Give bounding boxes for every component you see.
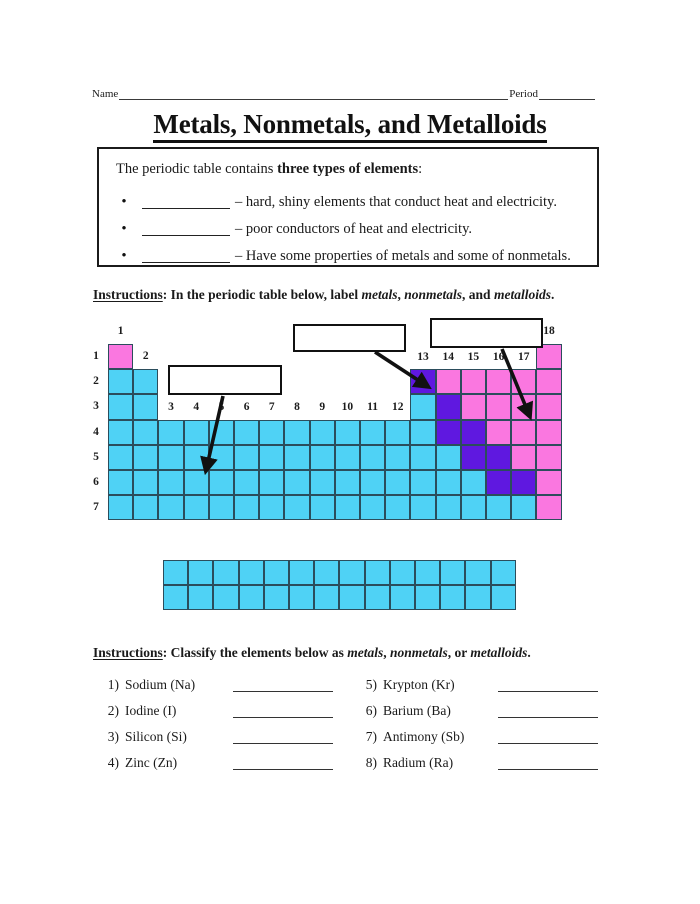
fblock-cell-r1c11[interactable] (415, 560, 440, 585)
list-item (355, 698, 610, 724)
instructions-table-term1: metals (361, 287, 398, 302)
element-cell-nonmetal-p4g16[interactable] (486, 420, 511, 445)
item-number: 8) (365, 755, 377, 770)
name-period-row (92, 84, 596, 100)
element-cell-metal-p5g6[interactable] (234, 445, 259, 470)
element-cell-metal-p7g7[interactable] (259, 495, 284, 520)
period-number-3: 3 (93, 400, 99, 413)
element-cell-metalloid-p4g14[interactable] (436, 420, 461, 445)
element-cell-metalloid-p6g16[interactable] (486, 470, 511, 495)
element-cell-metal-p4g11[interactable] (360, 420, 385, 445)
instructions-table-end: . (550, 287, 555, 302)
element-cell-metalloid-p3g14[interactable] (436, 394, 461, 419)
fblock-cell-r2c14[interactable] (491, 585, 516, 610)
fblock-cell-r1c6[interactable] (289, 560, 314, 585)
item-number: 2) (107, 703, 119, 718)
element-cell-metal-p7g12[interactable] (385, 495, 410, 520)
element-cell-metal-p7g4[interactable] (184, 495, 209, 520)
element-cell-nonmetal-p4g18[interactable] (536, 420, 561, 445)
answer-blank[interactable] (498, 705, 598, 718)
instructions-table-colon: : (162, 287, 171, 302)
fblock-cell-r1c7[interactable] (314, 560, 339, 585)
bullet-dot-icon: • (121, 221, 127, 237)
fblock-cell-r2c4[interactable] (239, 585, 264, 610)
instructions-classify (93, 645, 531, 661)
element-cell-metal-p4g9[interactable] (310, 420, 335, 445)
fblock-cell-r2c8[interactable] (339, 585, 364, 610)
fblock-cell-r2c10[interactable] (390, 585, 415, 610)
instructions-classify-colon: : (162, 645, 171, 660)
fblock-cell-r1c9[interactable] (365, 560, 390, 585)
group-number-12: 12 (392, 401, 404, 414)
fblock-cell-r2c7[interactable] (314, 585, 339, 610)
definition-box (97, 147, 599, 267)
element-cell-metal-p4g6[interactable] (234, 420, 259, 445)
group-number-11: 11 (367, 401, 379, 414)
element-cell-metal-p4g10[interactable] (335, 420, 360, 445)
item-number: 6) (365, 703, 377, 718)
name-blank-line[interactable] (119, 88, 508, 100)
element-cell-metal-p7g10[interactable] (335, 495, 360, 520)
group-number-3: 3 (168, 401, 174, 414)
group-number-4: 4 (193, 401, 200, 414)
element-cell-metal-p5g11[interactable] (360, 445, 385, 470)
metalloids-label-box[interactable] (293, 324, 406, 352)
fblock-cell-r1c8[interactable] (339, 560, 364, 585)
fblock-cell-r1c10[interactable] (390, 560, 415, 585)
fblock-cell-r1c1[interactable] (163, 560, 188, 585)
fblock-cell-r1c13[interactable] (465, 560, 490, 585)
element-cell-metal-p6g6[interactable] (234, 470, 259, 495)
group-number-6: 6 (243, 401, 250, 414)
element-cell-metal-p4g2[interactable] (133, 420, 158, 445)
answer-blank[interactable] (498, 731, 598, 744)
fblock-cell-r1c4[interactable] (239, 560, 264, 585)
element-cell-metal-p4g5[interactable] (209, 420, 234, 445)
list-item (97, 672, 352, 698)
nonmetals-label-box[interactable] (430, 318, 543, 348)
group-number-14: 14 (442, 351, 454, 363)
list-item (355, 750, 610, 776)
element-cell-metal-p6g10[interactable] (335, 470, 360, 495)
item-number: 1) (107, 677, 119, 692)
list-item (97, 750, 352, 776)
element-cell-nonmetal-p2g16[interactable] (486, 369, 511, 394)
metals-answer-blank[interactable] (142, 196, 230, 209)
element-cell-metal-p6g1[interactable] (108, 470, 133, 495)
list-item-label: – Have some properties of metals and some of nonmetals. (235, 248, 571, 264)
element-name: Sodium (Na) (125, 677, 196, 692)
group-number-8: 8 (294, 401, 300, 414)
list-item (355, 724, 610, 750)
fblock-cell-r2c13[interactable] (465, 585, 490, 610)
element-cell-metal-p6g8[interactable] (284, 470, 309, 495)
element-cell-nonmetal-p3g16[interactable] (486, 394, 511, 419)
element-cell-nonmetal-p1g1[interactable] (108, 344, 133, 369)
element-cell-metal-p6g14[interactable] (436, 470, 461, 495)
instructions-classify-term1: metals (347, 645, 384, 660)
instructions-table-label: Instructions (93, 287, 163, 302)
element-cell-metal-p7g5[interactable] (209, 495, 234, 520)
element-cell-metal-p3g1[interactable] (108, 394, 133, 419)
element-name: Iodine (I) (125, 703, 177, 718)
period-number-7: 7 (93, 501, 99, 514)
group-number-5: 5 (218, 401, 225, 414)
item-number: 4) (107, 755, 119, 770)
answer-blank[interactable] (498, 757, 598, 770)
group-number-1: 1 (117, 325, 124, 337)
period-number-4: 4 (93, 425, 99, 438)
element-cell-metal-p6g12[interactable] (385, 470, 410, 495)
element-cell-nonmetal-p5g18[interactable] (536, 445, 561, 470)
element-cell-metal-p4g7[interactable] (259, 420, 284, 445)
element-cell-metal-p5g12[interactable] (385, 445, 410, 470)
period-number-1: 1 (93, 350, 99, 362)
item-number: 3) (107, 729, 119, 744)
bullet-dot-icon: • (121, 194, 127, 210)
list-item (116, 189, 586, 216)
element-cell-metal-p4g3[interactable] (158, 420, 183, 445)
fblock-cell-r2c5[interactable] (264, 585, 289, 610)
instructions-classify-term3: metalloids (470, 645, 528, 660)
element-cell-metal-p6g13[interactable] (410, 470, 435, 495)
element-cell-metal-p7g8[interactable] (284, 495, 309, 520)
element-cell-metal-p5g10[interactable] (335, 445, 360, 470)
definition-bullet-list (116, 189, 586, 270)
element-cell-metal-p6g4[interactable] (184, 470, 209, 495)
element-cell-metal-p5g3[interactable] (158, 445, 183, 470)
instructions-classify-sep1: , (383, 645, 390, 660)
group-number-10: 10 (341, 401, 354, 414)
element-cell-metal-p6g11[interactable] (360, 470, 385, 495)
element-cell-metal-p6g5[interactable] (209, 470, 234, 495)
period-blank-line[interactable] (539, 88, 595, 100)
instructions-classify-end: . (527, 645, 531, 660)
definition-lead-bold: three types of elements (277, 161, 419, 177)
page-title-text: Metals, Nonmetals, and Metalloids (153, 109, 546, 143)
classify-column-left (97, 672, 352, 776)
element-cell-metal-p5g13[interactable] (410, 445, 435, 470)
element-cell-nonmetal-p2g14[interactable] (436, 369, 461, 394)
element-cell-metal-p5g5[interactable] (209, 445, 234, 470)
instructions-table-term3: metalloids (493, 287, 551, 302)
group-number-17: 17 (518, 351, 530, 363)
metals-label-box[interactable] (168, 365, 282, 395)
element-cell-metal-p7g13[interactable] (410, 495, 435, 520)
item-number: 5) (365, 677, 377, 692)
fblock-cell-r2c3[interactable] (213, 585, 238, 610)
element-name: Barium (Ba) (383, 703, 451, 718)
element-cell-metal-p7g15[interactable] (461, 495, 486, 520)
instructions-table (93, 287, 554, 303)
list-item-label: – hard, shiny elements that conduct heat and electricity. (235, 194, 557, 210)
element-cell-metal-p6g15[interactable] (461, 470, 486, 495)
element-cell-metal-p2g1[interactable] (108, 369, 133, 394)
fblock-cell-r1c3[interactable] (213, 560, 238, 585)
element-cell-metal-p5g9[interactable] (310, 445, 335, 470)
instructions-table-sep2: , and (462, 287, 494, 302)
nonmetals-answer-blank[interactable] (142, 223, 230, 236)
element-cell-metalloid-p4g15[interactable] (461, 420, 486, 445)
element-cell-nonmetal-p6g18[interactable] (536, 470, 561, 495)
list-item-label: – poor conductors of heat and electricity. (235, 221, 473, 237)
element-cell-metal-p7g6[interactable] (234, 495, 259, 520)
definition-lead-colon: : (418, 161, 423, 177)
classify-list (97, 672, 607, 782)
fblock-cell-r2c12[interactable] (440, 585, 465, 610)
element-cell-metalloid-p5g16[interactable] (486, 445, 511, 470)
element-cell-metalloid-p5g15[interactable] (461, 445, 486, 470)
answer-blank[interactable] (233, 705, 333, 718)
element-cell-metalloid-p6g17[interactable] (511, 470, 536, 495)
period-number-5: 5 (93, 450, 99, 463)
element-name: Silicon (Si) (125, 729, 187, 744)
fblock-cell-r2c1[interactable] (163, 585, 188, 610)
fblock-cell-r1c14[interactable] (491, 560, 516, 585)
element-cell-metal-p7g14[interactable] (436, 495, 461, 520)
element-cell-metal-p7g11[interactable] (360, 495, 385, 520)
element-cell-metal-p6g7[interactable] (259, 470, 284, 495)
list-item (97, 698, 352, 724)
element-cell-metal-p5g2[interactable] (133, 445, 158, 470)
answer-blank[interactable] (498, 679, 598, 692)
answer-blank[interactable] (233, 731, 333, 744)
element-cell-metal-p2g2[interactable] (133, 369, 158, 394)
answer-blank[interactable] (233, 679, 333, 692)
group-number-7: 7 (268, 401, 275, 414)
element-cell-metal-p7g2[interactable] (133, 495, 158, 520)
element-cell-metal-p5g1[interactable] (108, 445, 133, 470)
fblock-cell-r2c11[interactable] (415, 585, 440, 610)
element-cell-nonmetal-p7g18[interactable] (536, 495, 561, 520)
period-number-6: 6 (93, 476, 99, 488)
metalloids-answer-blank[interactable] (142, 250, 230, 263)
element-cell-metal-p5g4[interactable] (184, 445, 209, 470)
period-label: Period (509, 88, 538, 100)
list-item (355, 672, 610, 698)
list-item (116, 243, 586, 270)
element-cell-metal-p6g2[interactable] (133, 470, 158, 495)
element-cell-metal-p3g13[interactable] (410, 394, 435, 419)
item-number: 7) (365, 729, 377, 744)
element-cell-metal-p4g13[interactable] (410, 420, 435, 445)
element-name: Krypton (Kr) (383, 677, 455, 692)
name-label: Name (92, 88, 119, 100)
fblock-cell-r1c12[interactable] (440, 560, 465, 585)
instructions-classify-sep2: , or (447, 645, 471, 660)
fblock-cell-r2c6[interactable] (289, 585, 314, 610)
fblock-cell-r1c2[interactable] (188, 560, 213, 585)
element-cell-metal-p4g8[interactable] (284, 420, 309, 445)
instructions-table-sep1: , (397, 287, 405, 302)
fblock-cell-r2c2[interactable] (188, 585, 213, 610)
element-cell-nonmetal-p3g17[interactable] (511, 394, 536, 419)
element-name: Antimony (Sb) (383, 729, 465, 744)
element-cell-nonmetal-p4g17[interactable] (511, 420, 536, 445)
element-cell-metal-p7g3[interactable] (158, 495, 183, 520)
instructions-table-term2: nonmetals (404, 287, 463, 302)
fblock-cell-r2c9[interactable] (365, 585, 390, 610)
answer-blank[interactable] (233, 757, 333, 770)
definition-lead-plain: The periodic table contains (116, 161, 278, 177)
element-cell-nonmetal-p3g15[interactable] (461, 394, 486, 419)
definition-lead (116, 161, 422, 178)
group-number-9: 9 (319, 401, 326, 414)
instructions-table-part1: In the periodic table below, label (170, 287, 362, 302)
instructions-classify-part1: Classify the elements below as (170, 645, 348, 660)
element-cell-metal-p5g7[interactable] (259, 445, 284, 470)
element-cell-metal-p7g1[interactable] (108, 495, 133, 520)
element-cell-metalloid-p2g13[interactable] (410, 369, 435, 394)
classify-column-right (355, 672, 610, 776)
element-cell-metal-p5g14[interactable] (436, 445, 461, 470)
element-cell-nonmetal-p3g18[interactable] (536, 394, 561, 419)
group-number-16: 16 (492, 351, 505, 363)
element-cell-metal-p6g3[interactable] (158, 470, 183, 495)
element-cell-metal-p6g9[interactable] (310, 470, 335, 495)
element-cell-metal-p4g1[interactable] (108, 420, 133, 445)
element-name: Radium (Ra) (383, 755, 454, 770)
element-cell-metal-p4g12[interactable] (385, 420, 410, 445)
element-cell-metal-p7g17[interactable] (511, 495, 536, 520)
element-name: Zinc (Zn) (125, 755, 178, 770)
fblock-cell-r1c5[interactable] (264, 560, 289, 585)
group-number-18: 18 (543, 325, 555, 337)
bullet-dot-icon: • (121, 248, 127, 264)
instructions-classify-label: Instructions (93, 645, 163, 660)
element-cell-metal-p7g9[interactable] (310, 495, 335, 520)
element-cell-metal-p4g4[interactable] (184, 420, 209, 445)
element-cell-nonmetal-p2g15[interactable] (461, 369, 486, 394)
element-cell-metal-p7g16[interactable] (486, 495, 511, 520)
page-title (0, 109, 700, 140)
element-cell-nonmetal-p5g17[interactable] (511, 445, 536, 470)
element-cell-metal-p5g8[interactable] (284, 445, 309, 470)
list-item (116, 216, 586, 243)
element-cell-nonmetal-p2g18[interactable] (536, 369, 561, 394)
period-number-2: 2 (93, 375, 99, 388)
element-cell-metal-p3g2[interactable] (133, 394, 158, 419)
element-cell-nonmetal-p2g17[interactable] (511, 369, 536, 394)
group-number-15: 15 (467, 351, 480, 363)
list-item (97, 724, 352, 750)
group-number-2: 2 (142, 350, 149, 362)
instructions-classify-term2: nonmetals (390, 645, 448, 660)
group-number-13: 13 (417, 351, 429, 363)
